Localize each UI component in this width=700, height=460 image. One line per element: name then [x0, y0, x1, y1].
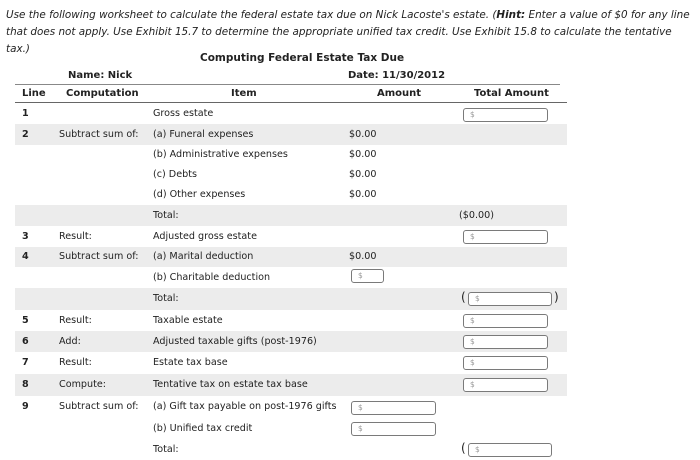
column-header-computation: Computation: [66, 88, 139, 99]
header-divider-bottom: [15, 102, 567, 103]
taxable-estate-input[interactable]: $: [463, 314, 548, 328]
item-label: Estate tax base: [153, 357, 228, 368]
item-label: (c) Debts: [153, 169, 197, 180]
item-label: Tentative tax on estate tax base: [153, 379, 308, 390]
item-label: Total:: [153, 210, 179, 221]
deductions-total-input[interactable]: $: [468, 292, 552, 306]
table-row: [15, 396, 567, 418]
line-number: 3: [22, 231, 29, 242]
line-number: 4: [22, 251, 29, 262]
computation-label: Subtract sum of:: [59, 401, 139, 412]
estate-tax-base-input[interactable]: $: [463, 356, 548, 370]
computation-label: Subtract sum of:: [59, 251, 139, 262]
charitable-deduction-input[interactable]: $: [351, 269, 384, 283]
gross-estate-input[interactable]: $: [463, 108, 548, 122]
instructions-text: Use the following worksheet to calculate the federal estate tax due on Nick Lacoste's estate. (Hint: Enter a value of $0 for any line that does not apply. Use Exhibit 15.7 to determine the appropriate unified tax credit. Use Exhibit 15.8 to calculate the tentative tax.): [6, 9, 690, 55]
date-header: Date: 11/30/2012: [348, 70, 446, 81]
tentative-tax-input[interactable]: $: [463, 378, 548, 392]
computation-label: Result:: [59, 315, 92, 326]
credits-total-input[interactable]: $: [468, 443, 552, 457]
line-number: 7: [22, 357, 29, 368]
column-header-item: Item: [231, 88, 257, 99]
column-header-total: Total Amount: [474, 88, 549, 99]
item-label: (b) Administrative expenses: [153, 149, 288, 160]
amount-value: $0.00: [349, 189, 377, 200]
item-label: Adjusted taxable gifts (post-1976): [153, 336, 317, 347]
table-row: [15, 124, 567, 145]
amount-value: $0.00: [349, 129, 377, 140]
amount-value: $0.00: [349, 169, 377, 180]
gift-tax-payable-input[interactable]: $: [351, 401, 436, 415]
table-row: [15, 165, 567, 185]
item-label: Gross estate: [153, 108, 214, 119]
adjusted-taxable-gifts-input[interactable]: $: [463, 335, 548, 349]
name-header: Name: Nick: [68, 70, 133, 81]
computation-label: Subtract sum of:: [59, 129, 139, 140]
table-row: [15, 145, 567, 165]
line-number: 1: [22, 108, 29, 119]
item-label: (b) Unified tax credit: [153, 423, 253, 434]
item-label: (d) Other expenses: [153, 189, 246, 200]
item-label: (a) Marital deduction: [153, 251, 254, 262]
table-row: [15, 185, 567, 205]
column-header-amount: Amount: [377, 88, 422, 99]
unified-tax-credit-input[interactable]: $: [351, 422, 436, 436]
computation-label: Add:: [59, 336, 81, 347]
item-label: (b) Charitable deduction: [153, 272, 271, 283]
table-row: [15, 205, 567, 226]
line-number: 6: [22, 336, 29, 347]
computation-label: Compute:: [59, 379, 106, 390]
line-number: 8: [22, 379, 29, 390]
worksheet-title: Computing Federal Estate Tax Due: [200, 52, 405, 64]
table-row: [15, 247, 567, 267]
line-number: 9: [22, 401, 29, 412]
item-label: (a) Gift tax payable on post-1976 gifts: [153, 401, 337, 412]
item-label: Adjusted gross estate: [153, 231, 257, 242]
adjusted-gross-estate-input[interactable]: $: [463, 230, 548, 244]
item-label: Total:: [153, 293, 179, 304]
column-header-line: Line: [22, 88, 46, 99]
computation-label: Result:: [59, 357, 92, 368]
computation-label: Result:: [59, 231, 92, 242]
table-row: [15, 418, 567, 440]
line-number: 2: [22, 129, 29, 140]
item-label: (a) Funeral expenses: [153, 129, 254, 140]
table-row: [15, 267, 567, 288]
amount-value: $0.00: [349, 149, 377, 160]
total-value: ($0.00): [459, 210, 494, 221]
header-divider-top: [15, 84, 560, 85]
amount-value: $0.00: [349, 251, 377, 262]
item-label: Taxable estate: [153, 315, 223, 326]
hint-label: Hint: [496, 9, 522, 21]
line-number: 5: [22, 315, 29, 326]
item-label: Total:: [153, 444, 179, 455]
